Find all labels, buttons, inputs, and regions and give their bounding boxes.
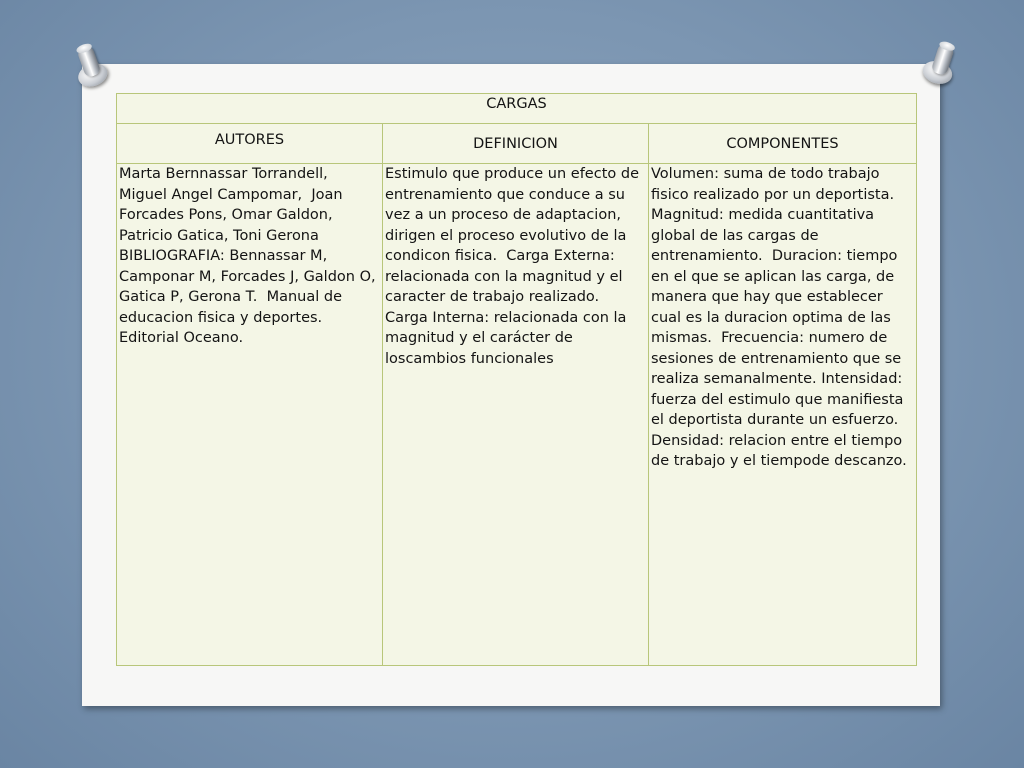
table-header-row [117, 124, 917, 164]
cargas-table [116, 93, 917, 666]
cell-autores: Marta Bernnassar Torrandell, Miguel Angel Campomar, Joan Forcades Pons, Omar Galdon, Patricio Gatica, Toni Gerona BIBLIOGRAFIA: Bennassar M, Camponar M, Forcades J, Galdon O, Gatica P, Gerona T. Manual de educacion fisica y deportes. Editorial Oceano. [117, 164, 383, 666]
header-componentes: COMPONENTES [649, 124, 917, 164]
header-definicion: DEFINICION [383, 124, 649, 164]
cell-componentes: Volumen: suma de todo trabajo fisico realizado por un deportista. Magnitud: medida cuantitativa global de las cargas de entrenamiento. Duracion: tiempo en el que se aplican las carga, de manera que hay que establecer cual es la duracion optima de las mismas. Frecuencia: numero de sesiones de entrenamiento que se realiza semanalmente. Intensidad: fuerza del estimulo que manifiesta el deportista durante un esfuerzo. Densidad: relacion entre el tiempo de trabajo y el tiempode descanzo. [649, 164, 917, 666]
table-title-row [117, 94, 917, 124]
cell-definicion: Estimulo que produce un efecto de entrenamiento que conduce a su vez a un proceso de adaptacion, dirigen el proceso evolutivo de la condicon fisica. Carga Externa: relacionada con la magnitud y el caracter de trabajo realizado. Carga Interna: relacionada con la magnitud y el carácter de loscambios funcionales [383, 164, 649, 666]
table-title: CARGAS [117, 94, 917, 124]
header-autores: AUTORES [117, 124, 383, 164]
table-row [117, 164, 917, 666]
